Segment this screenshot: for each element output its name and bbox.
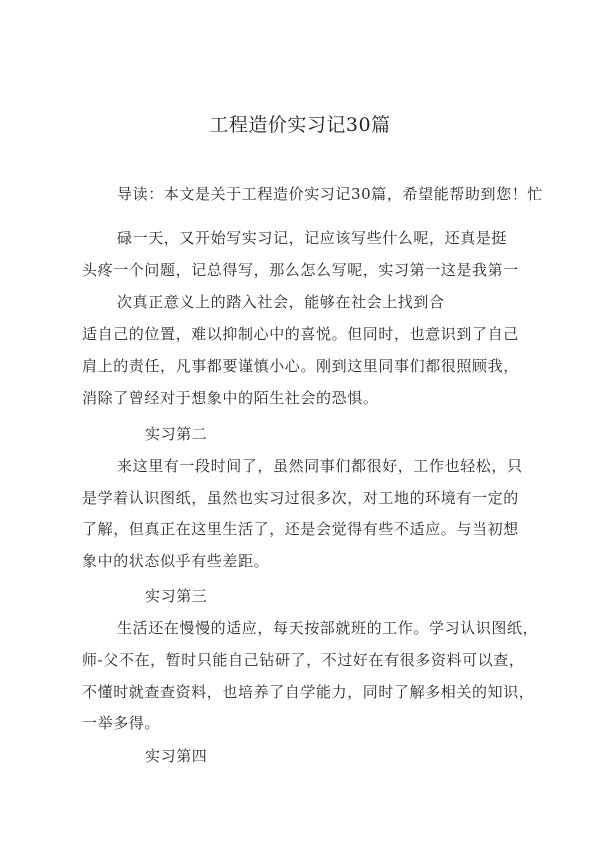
body-line: 导读：本文是关于工程造价实习记30篇，希望能帮助到您！忙 <box>117 185 543 203</box>
body-line: 头疼一个问题，记总得写，那么怎么写呢，实习第一这是我第一 <box>82 261 519 279</box>
section-heading: 实习第二 <box>145 425 208 443</box>
body-line: 碌一天，又开始写实习记，记应该写些什么呢，还真是挺 <box>117 229 508 247</box>
body-line: 生活还在慢慢的适应，每天按部就班的工作。学习认识图纸， <box>117 619 539 637</box>
body-line: 是学着认识图纸，虽然也实习过很多次，对工地的环境有一定的 <box>82 489 519 507</box>
page-title: 工程造价实习记30篇 <box>209 114 391 136</box>
body-line: 次真正意义上的踏入社会，能够在社会上找到合 <box>117 293 445 311</box>
body-line: 肩上的责任，凡事都要谨慎小心。刚到这里同事们都很照顾我， <box>82 357 519 375</box>
section-heading: 实习第四 <box>145 747 208 765</box>
body-line: 象中的状态似乎有些差距。 <box>82 552 270 570</box>
body-line: 适自己的位置，难以抑制心中的喜悦。但同时，也意识到了自己 <box>82 325 519 343</box>
body-line: 一举多得。 <box>82 714 161 732</box>
body-line: 师-父不在，暂时只能自己钻研了，不过好在有很多资料可以查， <box>82 651 525 669</box>
body-line: 来这里有一段时间了，虽然同事们都很好，工作也轻松，只 <box>117 457 523 475</box>
section-heading: 实习第三 <box>145 587 208 605</box>
body-line: 不懂时就查查资料，也培养了自学能力，同时了解多相关的知识， <box>82 683 535 701</box>
body-line: 了解，但真正在这里生活了，还是会觉得有些不适应。与当初想 <box>82 520 519 538</box>
body-line: 消除了曾经对于想象中的陌生社会的恐惧。 <box>82 389 379 407</box>
